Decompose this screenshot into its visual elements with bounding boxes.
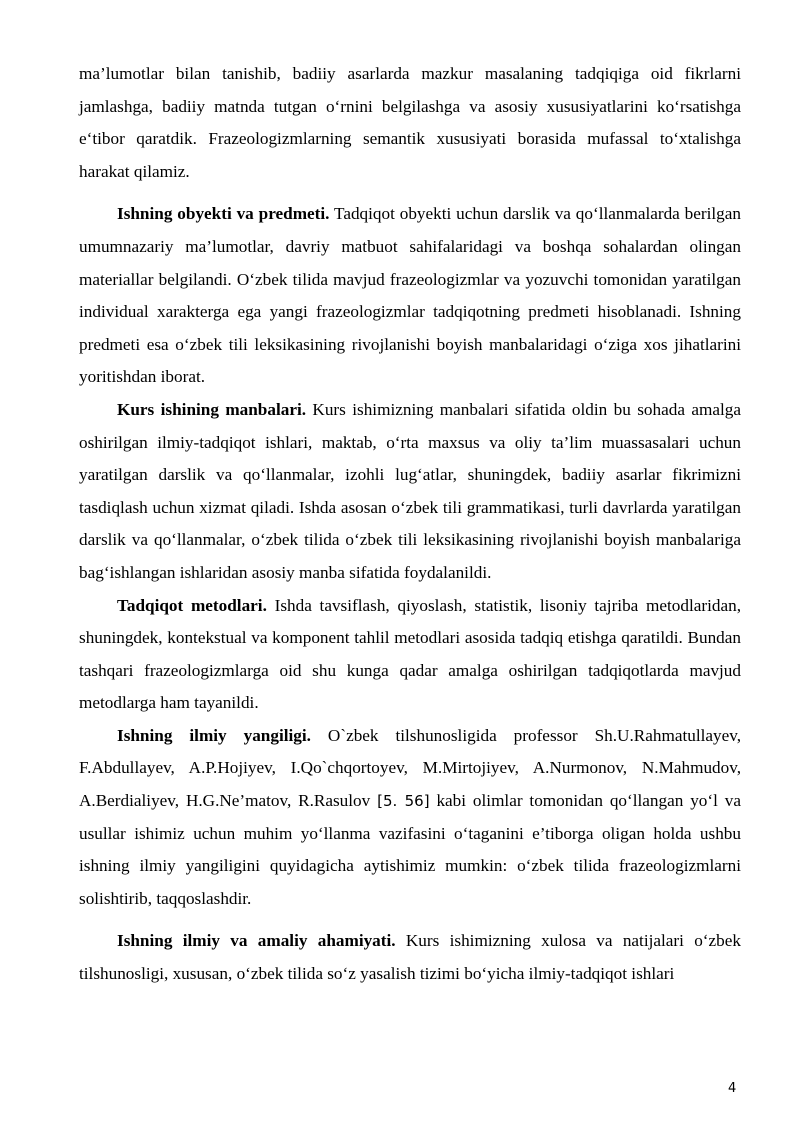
paragraph-novelty bbox=[79, 720, 741, 916]
paragraph-significance bbox=[79, 925, 741, 990]
paragraph-text: Ishda tavsiflash, qiyoslash, statistik, lisoniy tajriba metodlaridan, shuningdek, kontekstual va komponent tahlil metodlari asosida tadqiq etishga qaratildi. Bundan tashqari frazeologizmlarga oid shu kunga qadar amalga oshirilgan tadqiqotlarda mavjud metodlarga ham tayanildi. bbox=[79, 595, 742, 713]
paragraph-text: O`zbek tilshunosligida professor Sh.U.Rahmatullayev, F.Abdullayev, A.P.Hojiyev, I.Qo`chqortoyev, M.Mirtojiyev, A.Nurmonov, N.Mahmudov, A.Berdialiyev, H.G.Ne’matov, R.Rasulov bbox=[79, 725, 741, 811]
section-heading: Ishning ilmiy va amaliy ahamiyati. bbox=[117, 931, 396, 951]
page-number: 4 bbox=[728, 1081, 737, 1096]
section-heading: Ishning ilmiy yangiligi. bbox=[117, 725, 311, 745]
paragraph-text: Tadqiqot obyekti uchun darslik va qo‘llanmalarda berilgan umumnazariy ma’lumotlar, davriy matbuot sahifalaridagi va boshqa sohalardan olingan materiallar belgilandi. O‘zbek tilida mavjud frazeologizmlar va yozuvchi tomonidan yaratilgan individual xarakterga ega yangi frazeologizmlar tadqiqotning predmeti hisoblanadi. Ishning predmeti esa o‘zbek tili leksikasining rivojlanishi boyish manbalaridagi o‘ziga xos jihatlarini yoritishdan iborat. bbox=[79, 204, 741, 387]
citation-reference: [5. 56] bbox=[377, 792, 430, 811]
paragraph-continuation bbox=[79, 58, 741, 188]
paragraph-text: ma’lumotlar bilan tanishib, badiiy asarlarda mazkur masalaning tadqiqiga oid fikrlarni jamlashga, badiiy matnda tutgan o‘rnini belgilashga va asosiy xususiyatlarini ko‘rsatishga e‘tibor qaratdik. Frazeologizmlarning semantik xususiyati borasida mufassal to‘xtalishga harakat qilamiz. bbox=[79, 64, 741, 181]
paragraph-object-and-subject bbox=[79, 198, 741, 394]
section-heading: Ishning obyekti va predmeti. bbox=[117, 204, 330, 224]
section-heading: Kurs ishining manbalari. bbox=[117, 399, 307, 419]
section-heading: Tadqiqot metodlari. bbox=[117, 595, 267, 615]
page-body bbox=[79, 58, 741, 991]
paragraph-sources bbox=[79, 394, 741, 590]
paragraph-text: Kurs ishimizning xulosa va natijalari o‘zbek tilshunosligi, xususan, o‘zbek tilida so‘z yasalish tizimi bo‘yicha ilmiy-tadqiqot ishlari bbox=[79, 931, 741, 984]
paragraph-text: Kurs ishimizning manbalari sifatida oldin bu sohada amalga oshirilgan ilmiy-tadqiqot ishlari, maktab, o‘rta maxsus va oliy ta’lim muassasalari uchun yaratilgan darslik va qo‘llanmalar, izohli lug‘atlar, shuningdek, badiiy asarlar fikrimizni tasdiqlash uchun xizmat qiladi. Ishda asosan o‘zbek tili grammatikasi, turli davrlarda yaratilgan darslik va qo‘llanmalar, o‘zbek tilida o‘zbek tili leksikasining rivojlanishi boyish manbalariga bag‘ishlangan ishlaridan asosiy manba sifatida foydalanildi. bbox=[79, 399, 741, 582]
paragraph-methods bbox=[79, 590, 741, 720]
paragraph-text: kabi olimlar tomonidan qo‘llangan yo‘l va usullar ishimiz uchun muhim yo‘llanma vazifasini o‘taganini e’tiborga oligan holda ushbu ishning ilmiy yangiligini quyidagicha aytishimiz mumkin: o‘zbek tilida frazeologizmlarni solishtirib, taqqoslashdir. bbox=[79, 791, 741, 908]
